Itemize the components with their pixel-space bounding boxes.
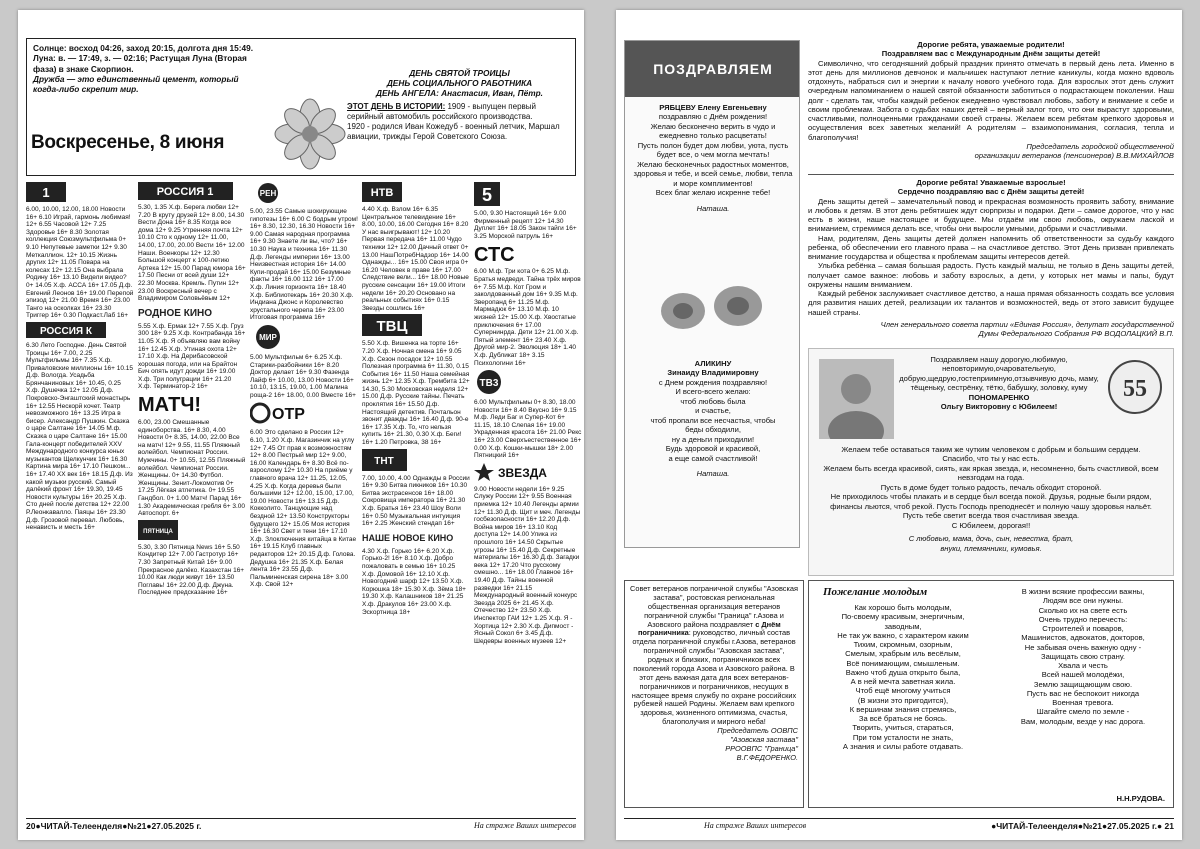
g1-name: РЯБЦЕВУ Елену Евгеньевну — [659, 103, 767, 112]
holiday-block — [347, 69, 572, 142]
page-21-footer — [624, 818, 1174, 832]
t1-body: Символично, что сегодняшний добрый праздник принято отмечать в первый день лета. Именно в этот день для миллионов девчонок и мальчишек наступают летние каникулы, когда можно вдоволь отдохнуть, набраться сил и энергии к началу нового учебного года. Для взрослых этот день служит очередным напоминанием о нашей святой обязанности заботиться о подрастающем поколении. Наш долг - сделать так, чтобы каждый ребенок ежедневно чувствовал любовь, заботу и внимание к себе и своим проблемам. Забота о судьбах наших детей – верный залог того, что они вырастут здоровыми, счастливыми, полноценными гражданами своей страны. Желаем всем ребятам крепкого здоровья и осуществления всех заветных желаний! А родителям – взаимопонимания, согласия, тепла и благополучия! — [808, 58, 1174, 142]
g2-name: Зинаиду Владимировну — [667, 368, 759, 378]
almanac — [33, 43, 263, 95]
logo-text: РОДНОЕ КИНО — [138, 307, 213, 319]
poem-line: Не забывая очень важную одну - — [1024, 642, 1142, 652]
poem-line: А знания и силы работе отдавать. — [842, 741, 964, 751]
greeting-1 — [633, 103, 793, 213]
poem-line: Защищать свою страну. — [1041, 651, 1125, 661]
sovet-day: с Днём пограничника — [637, 619, 781, 638]
poem-line: Машинистов, адвокатов, докторов, — [1021, 633, 1145, 643]
quote: Дружба — это единственный цемент, который когда-либо скрепит мир. — [33, 74, 239, 95]
g1-line: Желаю бесконечно верить в чудо и ежедневно только расцветать! — [650, 121, 776, 141]
g2-line: ну а деньги приходили! — [671, 434, 755, 444]
sun-info: Солнце: восход 04:26, заход 20:15, долгота дня 15:49. — [33, 43, 254, 53]
tnt-logo — [362, 449, 407, 471]
poem-line: Хвала и честь — [1058, 661, 1108, 670]
poem-line: Смелым, храбрым иль весёлым, — [845, 649, 961, 659]
poem-line: При том усталости не знать, — [852, 732, 954, 742]
poem-line: Людям все они нужны. — [1042, 596, 1124, 606]
bday-line: Пусть в доме будет только радость, печаль обходит стороной. — [880, 482, 1102, 492]
logo-text: 1 — [42, 185, 50, 200]
program-pyatnitsa: 5.30, 3.30 Пятница News 16+ 5.50 Кондитер 12+ 7.00 Гастротур 16+ 7.30 Запретный Китай 16+ 9.00 Прекрасное далёко. Казахстан 16+ 10.00 Как люди живут 16+ 13.50 Поглавь! 16+ 22.00 Д.ф. Джуна. Последнее предсказание 16+ — [138, 543, 245, 597]
poem-line: Как хорошо быть молодым, — [854, 603, 952, 612]
poem-line: Важно чтоб душа открыто была, — [845, 667, 961, 677]
program-rossiya-1: 5.30, 1.35 Х.ф. Берега любви 12+ 7.20 В круту друзей 12+ 8.00, 14.30 Вести Дона 16+ 8.35 Когда все дома 12+ 9.25 Утренняя почта 12+ 10.10 Сто к одному 12+ 11.00, 14.00, 17.00, 20.00 Вести 16+ 12.00 Наши. Военкоры 12+ 12.30 Большой концерт к 100-летию Артека 12+ 15.00 Парад юмора 16+ 17.50 Песни от всей души 12+ 22.30 Москва. Кремль. Путин 12+ 23.00 Воскресный вечер с Владимиром Соловьёвым 12+ — [138, 204, 246, 303]
channel-5-logo — [474, 182, 500, 206]
poem-line: Творить, учиться, стараться, — [852, 723, 954, 733]
logo-text: 5 — [481, 185, 493, 205]
divider — [808, 174, 1174, 175]
tv3-logo — [474, 369, 504, 395]
bday-line: Пусть тебе светит всегда твоя счастливая звезда. — [902, 511, 1080, 521]
tv-program-columns — [26, 180, 582, 808]
poem-line: По-своему красивым, энергичным, — [841, 612, 965, 622]
program-tnt: 7.00, 10.00, 4.00 Однажды в России 16+ 9.30 Битва пикников 16+ 10.30 Битва экстрасенсов 16+ 18.00 Сокровища императора 16+ 21.30 Х.ф. Братья 16+ 23.40 Шоу Воли 16+ 0.50 Музыкальная интуиция 16+ 2.25 Женский стендап 16+ — [362, 474, 470, 528]
program-rossiya-k: 6.30 Лето Господне. День Святой Троицы 16+ 7.00, 2.25 Мультфильмы 16+ 7.35 Х.ф. Приваловские миллионы 16+ 10.15 Д.ф. Вологда. Усадьба Брянчаниновых 16+ 10.45, 0.25 Х.ф. Душечка 12+ 12.05 Д.ф. Покровско-Энгаштский монастырь 16+ 12.55 Нескорй кочет. Театр невозможного 16+ 13.25 Игра в бисер. Александр Пушкин. Сказка о царе Салтане 16+ 14.05 М.ф. Сказка о царе Салтане 16+ 15.00 Гала-концерт победителей XXV Международного конкурса юных музыкантов Щелкунчик 16+ 16.30 Картина мира 16+ 17.10 Пешком... 16+ 17.40 XX век 16+ 18.15 Д.ф. Из какой музыки русский. Самый далёкий фронт 16+ 19.30, 19.45 Новости культуры 16+ 20.25 Х.ф. Сто дней после детства 12+ 22.00 Р.Леонкавалло. Паяцы 16+ 23.30 Д.ф. Грозовой перевал. Любовь, ненависть и месть 16+ — [26, 341, 134, 532]
poem-line: А в ней мечта заветная жила. — [850, 677, 956, 686]
history-1: 1909 - выпущен первый серийный автомобиль российского производства. — [347, 101, 536, 121]
column-1 — [26, 180, 134, 808]
logo-text: РОССИЯ К — [39, 325, 93, 337]
rossiya-1-logo — [138, 182, 233, 200]
g2-surname: АЛИКИНУ — [694, 359, 732, 368]
bday-line: С Юбилеем, дорогая!! — [951, 520, 1031, 530]
footer-left: 20●ЧИТАЙ-Телеенделя●№21●27.05.2025 г. — [26, 821, 202, 831]
poem-line: Не так уж важно, с характером каким — [837, 630, 969, 640]
moon-info: Луна: в. — 17:49, з. — 02:16; Растущая Луна (Вторая фаза) в знаке Скорпион. — [33, 53, 247, 74]
tv-header-box — [26, 38, 576, 176]
poem-line: Всё понимающим, смышленым. — [846, 658, 960, 668]
program-channel-5: 5.00, 9.30 Настоящий 16+ 9.00 Фирменный рецепт 12+ 14.30 Дуплет 16+ 18.05 Закон тайги 16+ 3.25 Морской патруль 16+ — [474, 210, 577, 240]
poem-line: (В жизни это пригодится), — [857, 695, 949, 705]
children-day-text-1 — [808, 40, 1174, 172]
rodnoe-kino-logo — [138, 305, 233, 319]
match-logo — [138, 393, 218, 415]
bday-line: Желаем быть всегда красивой, сиять, как яркая звезда, и, несомненно, быть счастливой, всем невзгодам на года. — [823, 463, 1159, 483]
footer-right: На страже Ваших интересов — [473, 821, 576, 830]
flower-icon — [270, 94, 350, 174]
otr-logo — [250, 401, 340, 425]
sovet-sign: Председатель ООВПС — [717, 726, 798, 735]
logo-text: МИР — [259, 332, 277, 342]
channel-1-logo — [26, 182, 66, 202]
greetings-panel — [624, 40, 800, 548]
poem-line: Шагайте смело по земле - — [1036, 707, 1130, 717]
g2-line: И всего-всего желаю: — [675, 387, 751, 397]
poem-line: Пусть вас не беспокоит никогда — [1026, 688, 1140, 698]
g1-line: Всех благ желаю искренне тебе! — [655, 188, 771, 198]
ren-logo — [250, 182, 286, 204]
t2-sign: Член генерального совета партии «Единая Россия», депутат государственной — [880, 319, 1174, 329]
mir-logo — [250, 324, 286, 350]
program-nashe-novoe-kino: 4.30 Х.ф. Горько 16+ 6.20 Х.ф. Горько-2! 16+ 8.10 Х.ф. Добро пожаловать в семью 16+ 10.25 Х.ф. Домовой 16+ 12.10 Х.ф. Новогодний шарф 12+ 13.50 Х.ф. Корюшка 18+ 15.30 Х.ф. Зёма 18+ 19.30 Х.ф. Калашников 18+ 21.25 Х.ф. Дракулов 16+ 23.00 Х.ф. Эскортница 18+ — [362, 547, 466, 616]
program-otr: 6.00 Это сделано в России 12+ 6.10, 1.20 Х.ф. Магазинчик на углу 12+ 7.45 От прав к возможностям 12+ 8.00 Пестрый мир 12+ 9.00, 16.00 Календарь 6+ 8.30 Всё по-взрослому 12+ 10.30 На приёме у главного врача 12+ 11.25, 12.05, 4.25 Х.ф. Когда деревья были большими 12+ 12.00, 15.00, 17.00, 19.00 Новости 16+ 13.15 Д.ф. Кокколито. Танцующие над бездной 12+ 13.50 Конструкторы будущего 12+ 15.05 Моя история 16+ 16.30 Свет и тени 16+ 17.10 Х.ф. Злоключения китайца в Китае 16+ 19.15 Клуб главных редакторов 12+ 20.15 Д.ф. Голова. Дедушка 16+ 21.35 Х.ф. Белая лента 16+ 23.55 Д.ф. Пальминенская сирена 18+ 3.00 Х.ф. Свой 12+ — [250, 429, 357, 589]
g1-line: поздравляю с Днём рождения! — [658, 112, 768, 122]
t2-body: Нам, родителям, День защиты детей должен напомнить об ответственности за судьбу каждого ребенка, об обеспечении его главного права – на счастливое детство. Этот День призван привлекать внимание государства и общества к проблемам защиты интересов детей. — [808, 233, 1174, 261]
logo-text: МАТЧ! — [138, 394, 202, 416]
sts-logo — [474, 242, 534, 264]
program-ren: 5.00, 23.55 Самые шокирующие гипотезы 16+ 6.00 С бодрым утром! 16+ 8.30, 12.30, 16.30 Новости 16+ 9.00 Самая народная программа 16+ 9.30 Знаете ли вы, что? 16+ 10.30 Наука и техника 16+ 11.30 Д.ф. Легенды империи 16+ 13.00 Неизвестная история 16+ 14.00 Купи-продай 16+ 15.00 Безумные факты 16+ 16.00 112 16+ 17.00 Х.ф. Линия горизонта 16+ 18.40 Х.ф. Библиотекарь 16+ 20.30 Х.ф. Индиана Джонс и Королевство хрустального черепа 16+ 23.00 Итоговая программа 16+ — [250, 208, 358, 322]
t2-sign: Думы Федерального Собрания РФ ВОДОЛАЦКИЙ В.П. — [978, 329, 1174, 338]
poem-right — [993, 587, 1173, 726]
holiday-2: ДЕНЬ СОЦИАЛЬНОГО РАБОТНИКА — [386, 77, 533, 88]
children-day-text-2 — [808, 178, 1174, 346]
column-5 — [474, 180, 582, 808]
bday-line: Желаем тебе оставаться таким же чутким человеком с добрым и большим сердцем. — [841, 445, 1141, 454]
footer-right: ●ЧИТАЙ-Телеенделя●№21●27.05.2025 г.● 21 — [991, 821, 1174, 831]
poem-line: Чтоб ещё многому учиться — [855, 686, 951, 696]
g2-line: и счастье, — [695, 406, 731, 416]
sovet-body-2: : руководство, личный состав отдела пограничной службы г.Азова, ветеранов пограничной службы "Азовская застава", родных и близких, пограничников всех поколений города Азова и Азовского района. В этот день важная дата для всех ветеранов-пограничников и пограничников, несущих в настоящее время службу по охране российских рубежей нашей Родины. Желаем вам крепкого здоровья, жизненного оптимизма, счастья, благополучия и мирного неба! — [631, 628, 797, 727]
g2-sign: Наташа. — [696, 469, 730, 479]
sovet-sign: "Азовская застава" — [730, 734, 798, 744]
ntv-logo — [362, 182, 402, 202]
program-match: 6.00, 23.00 Смешанные единоборства. 16+ 8.30, 4.00 Новости 0+ 8.35, 14.00, 22.00 Все на матч! 12+ 9.55, 11.55 Пляжный волейбол. Чемпионат России. Мужчины. 0+ 10.55, 12.55 Пляжный волейбол. Чемпионат России. Женщины. 0+ 14.30 Футбол. Женщины. Зенит-Локомотив 0+ 17.25 Лёгкая атлетика. 0+ 19.55 Гандбол. 0+ 1.00 Матч! Парад 16+ 1.30 Академическая гребля 6+ 3.00 Автоспорт. 6+ — [138, 419, 246, 518]
t2-body: Улыбка ребёнка – самая большая радость. Пусть каждый малыш, не только в День защиты детей, получает самое важное: любовь и заботу взрослых, а дети, у которых нет мамы и папы, будут окружены нашим вниманием. — [808, 261, 1174, 289]
g1-sign: Наташа. — [696, 203, 730, 213]
logo-text: ТНТ — [374, 455, 394, 467]
poem-line: Вам, молодым, везде у нас дорога. — [1020, 716, 1146, 726]
poem-title: Пожелание молодым — [823, 586, 928, 598]
g2-line: Будь здоровой и красивой, — [665, 444, 761, 454]
g2-line: беды обходили, — [685, 425, 741, 435]
page-20-footer — [26, 818, 576, 832]
program-channel-1: 6.00, 10.00, 12.00, 18.00 Новости 16+ 6.10 Играй, гармонь любимая! 12+ 6.55 Часовой 12+ 7.25 Здоровье 16+ 8.30 Золотая коллекция Союзмультфильма 0+ 9.10 Непутевые заметки 12+ 9.30 Меткаллион. 12+ 10.15 Жизнь других 12+ 11.05 Повара на колесах 12+ 12.15 Она выбрала Родину 16+ 13.10 Видели видео? 0+ 14.05 Х.ф. АССА 16+ 17.05 Д.ф. Евгений Леонов 16+ 19.00 Перепой эпизод 12+ 21.00 Время 16+ 23.00 Танго на осколках 16+ 23.30 Триггер 16+ 0.30 Подкаст.Лаб 16+ — [26, 206, 134, 320]
photo-icon — [819, 359, 894, 439]
logo-text: НАШЕ НОВОЕ КИНО — [362, 532, 454, 543]
logo-text: ОТР — [272, 406, 305, 424]
program-sts: 6.00 М.ф. Три кота 0+ 6.25 М.ф. Братья медведи. Тайна трёх миров 6+ 7.55 М.ф. Кот Гром и заколдованный дом 16+ 9.35 М.ф. Зверопанд 6+ 11.25 М.ф. Мармадюк 6+ 13.10 М.ф. 10 жизней 12+ 15.00 Х.ф. Хвостатые приключения 6+ 17.00 Супернинрда. Дети 12+ 21.00 Х.ф. Пятый элемент 16+ 23.40 Х.ф. Другой мир-2. Эволюция 18+ 1.40 Х.ф. Дубликат 18+ 3.15 Психологини 16+ — [474, 268, 581, 367]
nashe-novoe-kino-logo — [362, 530, 467, 544]
logo-text: НТВ — [370, 187, 394, 199]
tvc-logo — [362, 314, 422, 336]
t1-sign: Председатель городской общественной — [1026, 141, 1174, 151]
history-label: ЭТОТ ДЕНЬ В ИСТОРИИ: — [347, 101, 446, 111]
column-4 — [362, 180, 470, 808]
badge-55-icon — [1107, 359, 1163, 415]
program-ntv: 4.40 Х.ф. Взлом 16+ 6.35 Центральное телевидение 16+ 8.00, 10.00, 16.00 Сегодня 16+ 8.20 У нас выигрывают! 12+ 10.20 Первая передача 16+ 11.00 Чудо техники 12+ 12.00 Дачный ответ 0+ 13.00 НашПотребНадзор 16+ 14.00 Однажды... 16+ 15.00 Своя игра 0+ 16.20 Человек в праве 16+ 17.00 Следствие вели... 16+ 18.00 Новые русские сенсации 16+ 19.00 Итоги недели 16+ 20.20 Основано на реальных событиях 16+ 0.15 Звезды сошлись 16+ — [362, 206, 469, 312]
footer-left: На страже Ваших интересов — [704, 821, 807, 830]
greeting-2 — [633, 359, 793, 479]
sovet-body: Совет ветеранов пограничной службы "Азовская застава", ростовская региональная общественная организация ветеранов пограничной службы "Граница" г.Азова и Азовского района поздравляет — [630, 584, 798, 629]
program-mir: 5.00 Мультфильм 6+ 6.25 Х.ф. Старики-разбойники 16+ 8.20 Доктор делает 16+ 9.30 Фазенда Лайф 6+ 10.00, 13.00 Новости 16+ 10.10, 13.15, 19.00, 1.00 Малина роща-2 16+ 18.00, 0.00 Вместе 16+ — [250, 353, 356, 399]
logo-text: РЕН — [259, 189, 277, 198]
banner: ПОЗДРАВЛЯЕМ — [625, 41, 800, 97]
sovet-sign: РРООВПС "Граница" — [725, 743, 798, 753]
poem-line: Землю защищающим свою. — [1033, 679, 1133, 689]
poem-line: Тихим, скромным, озорным, — [853, 640, 953, 649]
g2-line: чтоб любовь была — [680, 396, 746, 406]
sovet-sign: В.Г.ФЕДОРЕНКО. — [736, 752, 798, 762]
page-21 — [616, 10, 1182, 840]
poem-line: заводным, — [884, 621, 922, 631]
bday-name: ПОНОМАРЕНКО — [968, 392, 1030, 402]
logo-text: РОССИЯ 1 — [156, 186, 214, 198]
t1-title: Дорогие ребята, уважаемые родители! — [917, 40, 1065, 49]
program-rodnoe-kino: 5.55 Х.ф. Ермак 12+ 7.55 Х.ф. Груз 300 18+ 9.25 Х.ф. Контрабанда 16+ 11.05 Х.ф. Я объявляю вам войну 16+ 12.45 Х.ф. Утиная охота 12+ 17.10 Х.ф. На Дерибасовской хорошая погода, или на Брайтон Бич опять идут дожди 16+ 19.00 Х.ф. Три полуграции 16+ 21.20 Х.ф. Терминатор-2 16+ — [138, 322, 246, 391]
g1-line: Желаю бесконечных радостных моментов, здоровья и тебе, и всей семье, любви, тепла и море комплиментов! — [633, 159, 793, 188]
g2-line: а еще самой счастливой! — [668, 453, 758, 463]
column-3 — [250, 180, 358, 808]
t2-subtitle: Сердечно поздравляю вас с Днём защиты детей! — [897, 187, 1085, 197]
day-title: Воскресенье, 8 июня — [31, 132, 225, 153]
t2-title: Дорогие ребята! Уважаемые взрослые! — [916, 178, 1066, 187]
t1-subtitle: Поздравляем вас с Международным Днём защиты детей! — [881, 49, 1101, 59]
poem-line: Очень трудно перечесть: — [1038, 614, 1128, 624]
logo-text: ПЯТНИЦА — [143, 528, 173, 535]
logo-text: ТВЦ — [376, 318, 408, 336]
logo-text: ТВ3 — [479, 378, 499, 390]
poem-line: Сколько их на свете есть — [1038, 605, 1128, 615]
poem-line: К вершинам знания стремясь, — [849, 704, 957, 714]
rose-icon — [643, 271, 783, 341]
poem-line: Военная тревога. — [1052, 698, 1114, 707]
bday-sign: С любовью, мама, дочь, сын, невестка, брат, — [908, 534, 1074, 544]
history-2: 1920 - родился Иван Кожедуб - военный летчик, Маршал авиации, трижды Герой Советского Союза. — [347, 121, 560, 141]
poem-block — [808, 580, 1174, 808]
poem-left — [813, 603, 993, 751]
holiday-1: ДЕНЬ СВЯТОЙ ТРОИЦЫ — [409, 68, 510, 78]
poem-sign: Н.Н.РУДОВА. — [1116, 793, 1165, 803]
bday-line: Спасибо, что ты у нас есть. — [942, 454, 1040, 464]
poem-line: В жизни всякие профессии важны, — [1021, 587, 1145, 596]
program-tvc: 5.50 Х.ф. Вишенка на торте 16+ 7.20 Х.ф. Ночная смена 16+ 9.05 Х.ф. Сезон посадок 12+ 10.55 Полезная программа 6+ 11.30, 0.15 События 16+ 11.50 Наша семейная жизнь 12+ 12.35 Х.ф. Трембита 12+ 14.30, 5.30 Московская неделя 12+ 15.00 Д.ф. Русские тайны. Печать проклятия 16+ 15.50 Д.ф. Настоящий детектив. Почтальон звонит дважды 16+ 16.40 Д.ф. 90-е 16+ 17.35 Х.ф. То, что нельзя купить 16+ 21.30, 0.30 Х.ф. Беги! 16+ 1.20 Петровка, 38 16+ — [362, 340, 470, 447]
t2-body: Каждый ребёнок заслуживает счастливое детство, а наша прямая обязанность создать все условия для развития наших детей, реализации их талантов и возможностей, ведь от этого зависит будущее нашей страны. — [808, 289, 1174, 317]
t1-sign: организации ветеранов (пенсионеров) В.В.МИХАЙЛОВ — [974, 151, 1174, 160]
bday-line: Не приходилось чтобы плакать и в сердце был всегда покой. Друзья, родные были рядом, финансы льются, чтоб рекой. Пусть Господь преподнесёт и полную чашу здоровья нальёт. — [830, 492, 1152, 511]
poem-line: За всё браться не боясь. — [858, 714, 948, 723]
page-20 — [18, 10, 584, 840]
zvezda-logo — [474, 462, 564, 482]
poem-line: Всей нашей молодёжи, — [1041, 670, 1125, 680]
g2-line: с Днем рождения поздравляю! — [658, 377, 768, 387]
pyatnitsa-logo — [138, 520, 178, 540]
g1-line: Пусть полон будет дом любви, уюта, пусть будет все, о чем могла мечтать! — [637, 140, 789, 160]
program-tv3: 6.00 Мультфильмы 0+ 8.30, 18.00 Новости 16+ 8.40 Вкусно 16+ 9.15 М.ф. Леди Баг и Супер-Кот 6+ 11.15, 18.10 Слепая 16+ 19.00 Украденная красота 16+ 21.00 Рекс 16+ 23.00 Сверхъестественное 16+ 0.00 Х.ф. Кошки-мышки 18+ 2.00 Пятницкий 16+ — [474, 399, 582, 460]
bday-name-2: Ольгу Викторовну с Юбилеем! — [940, 402, 1058, 412]
birthday-greeting — [808, 348, 1174, 576]
rossiya-k-logo — [26, 322, 106, 338]
badge-text: 55 — [1123, 376, 1147, 402]
bday-intro: Поздравляем нашу дорогую,любимую, неповторимую,очаровательную, добрую,щедрую,гостеприимную,отзывчивую дочь, маму, тёщеньку, сестрёнку, тётю, бабушку, золовку, куму — [899, 355, 1099, 393]
logo-text: ЗВЕЗДА — [498, 465, 547, 480]
border-guard-greeting — [624, 580, 804, 808]
t2-body: День защиты детей – замечательный повод и прекрасная возможность проявить заботу, внимание и любовь к детям. В этот день ребятишек ждут сюрпризы и подарки. Дети – самое дорогое, что у нас есть в жизни, наше настоящее и будущее. Мы отдаём им свою любовь, окружаем лаской и вниманием, стремимся делать все, чтобы они выросли умными, добрыми и счастливыми. — [808, 196, 1174, 234]
poem-line: Строителей и поваров, — [1042, 624, 1124, 633]
holiday-3: ДЕНЬ АНГЕЛА: Анастасия, Иван, Пётр. — [375, 87, 543, 98]
column-2 — [138, 180, 246, 808]
logo-text: СТС — [474, 244, 515, 265]
g2-line: чтоб пропали все несчастья, чтобы — [650, 415, 776, 425]
program-zvezda: 9.00 Новости недели 16+ 9.25 Служу России 12+ 9.55 Военная приемка 12+ 10.40 Легенды армии 12+ 11.30 Д.ф. Щит и меч. Легенды госбезопасности 16+ 12.20 Д.ф. Война миров 16+ 13.10 Код доступа 12+ 14.00 Улика из прошлого 16+ 14.50 Скрытые угрозы 16+ 15.40 Д.ф. Секретные материалы 16+ 16.30 Д.ф. Загадки века 12+ 17.20 Что русскому смешно... 16+ 18.00 Главное 16+ 19.40 Д.ф. Тайны военной разведки 16+ 21.15 Международный военный конкурс Звезда 2025 6+ 21.45 Х.ф. Отечество 12+ 23.50 Х.ф. Инспектор ГАИ 12+ 1.25 Х.ф. Я - Хортица 12+ 2.30 Х.ф. Дипмост - Ясный Сокол 6+ 3.45 Д.ф. Шедевры военных музеев 12+ — [474, 485, 581, 645]
bday-sign: внуки, племянники, кумовья. — [940, 543, 1042, 553]
